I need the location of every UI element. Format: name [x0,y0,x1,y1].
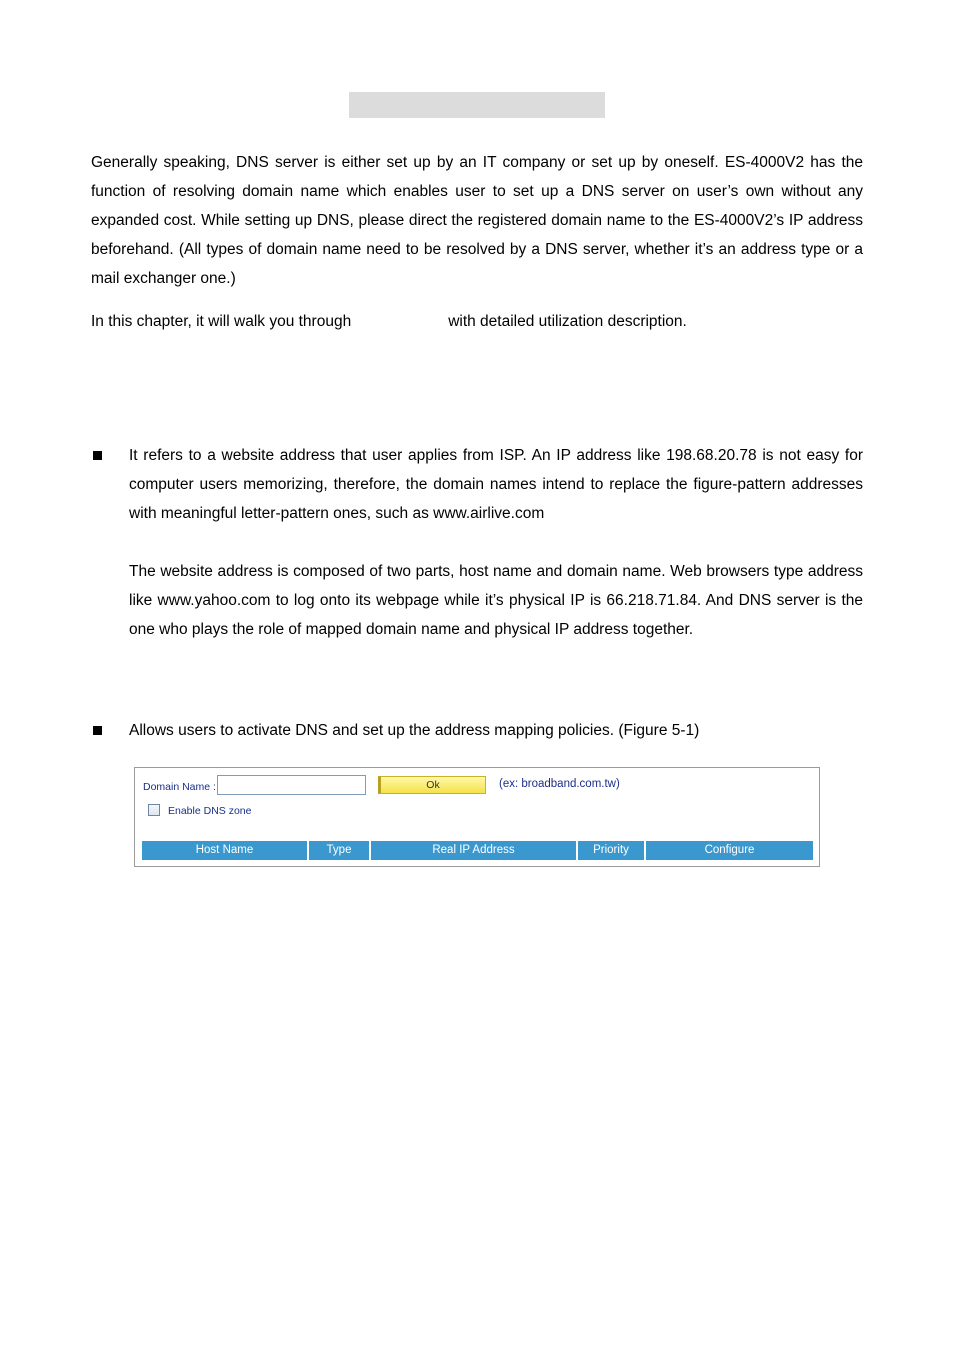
column-type[interactable]: Type [309,841,371,860]
bullet-square-icon [93,451,102,460]
bullet-2-paragraph: Allows users to activate DNS and set up the address mapping policies. (Figure 5-1) [129,722,700,739]
enable-dns-zone-label: Enable DNS zone [168,805,252,817]
column-configure[interactable]: Configure [704,844,755,856]
section-title-bar [349,92,605,118]
dns-settings-panel [134,767,820,867]
domain-name-input[interactable] [217,775,366,795]
column-host-name[interactable]: Host Name [142,841,309,860]
enable-dns-zone-checkbox[interactable] [148,804,160,816]
column-real-ip-address[interactable]: Real IP Address [371,841,578,860]
intro-paragraph: Generally speaking, DNS server is either set up by an IT company or set up by oneself. ES-4000V2 has the function of resolving domain name which enables user to set up a DNS server on user’s own without any expanded cost. While setting up DNS, please direct the registered domain name to the ES-4000V2’s IP address beforehand. (All types of domain name need to be resolved by a DNS server, whether it’s an address type or a mail exchanger one.) [91,154,863,287]
column-priority[interactable]: Priority [578,841,646,860]
domain-example-hint: (ex: broadband.com.tw) [499,778,620,790]
domain-name-label: Domain Name : [143,781,216,793]
walkthrough-end: with detailed utilization description. [448,313,687,330]
bullet-1-paragraph-2: The website address is composed of two parts, host name and domain name. Web browsers type address like www.yahoo.com to log onto its webpage while it’s physical IP is 66.218.71.84. And DNS server is the one who plays the role of mapped domain name and physical IP address together. [129,563,863,638]
walkthrough-sentence [91,307,687,336]
bullet-square-icon [93,726,102,735]
dns-table-header [142,841,813,860]
ok-button[interactable]: Ok [378,776,486,794]
walkthrough-start: In this chapter, it will walk you through [91,313,352,330]
bullet-1-paragraph-1: It refers to a website address that user applies from ISP. An IP address like 198.68.20.78 is not easy for computer users memorizing, therefore, the domain names intend to replace the figure-pattern addresses with meaningful letter-pattern ones, such as www.airlive.com [129,447,863,522]
